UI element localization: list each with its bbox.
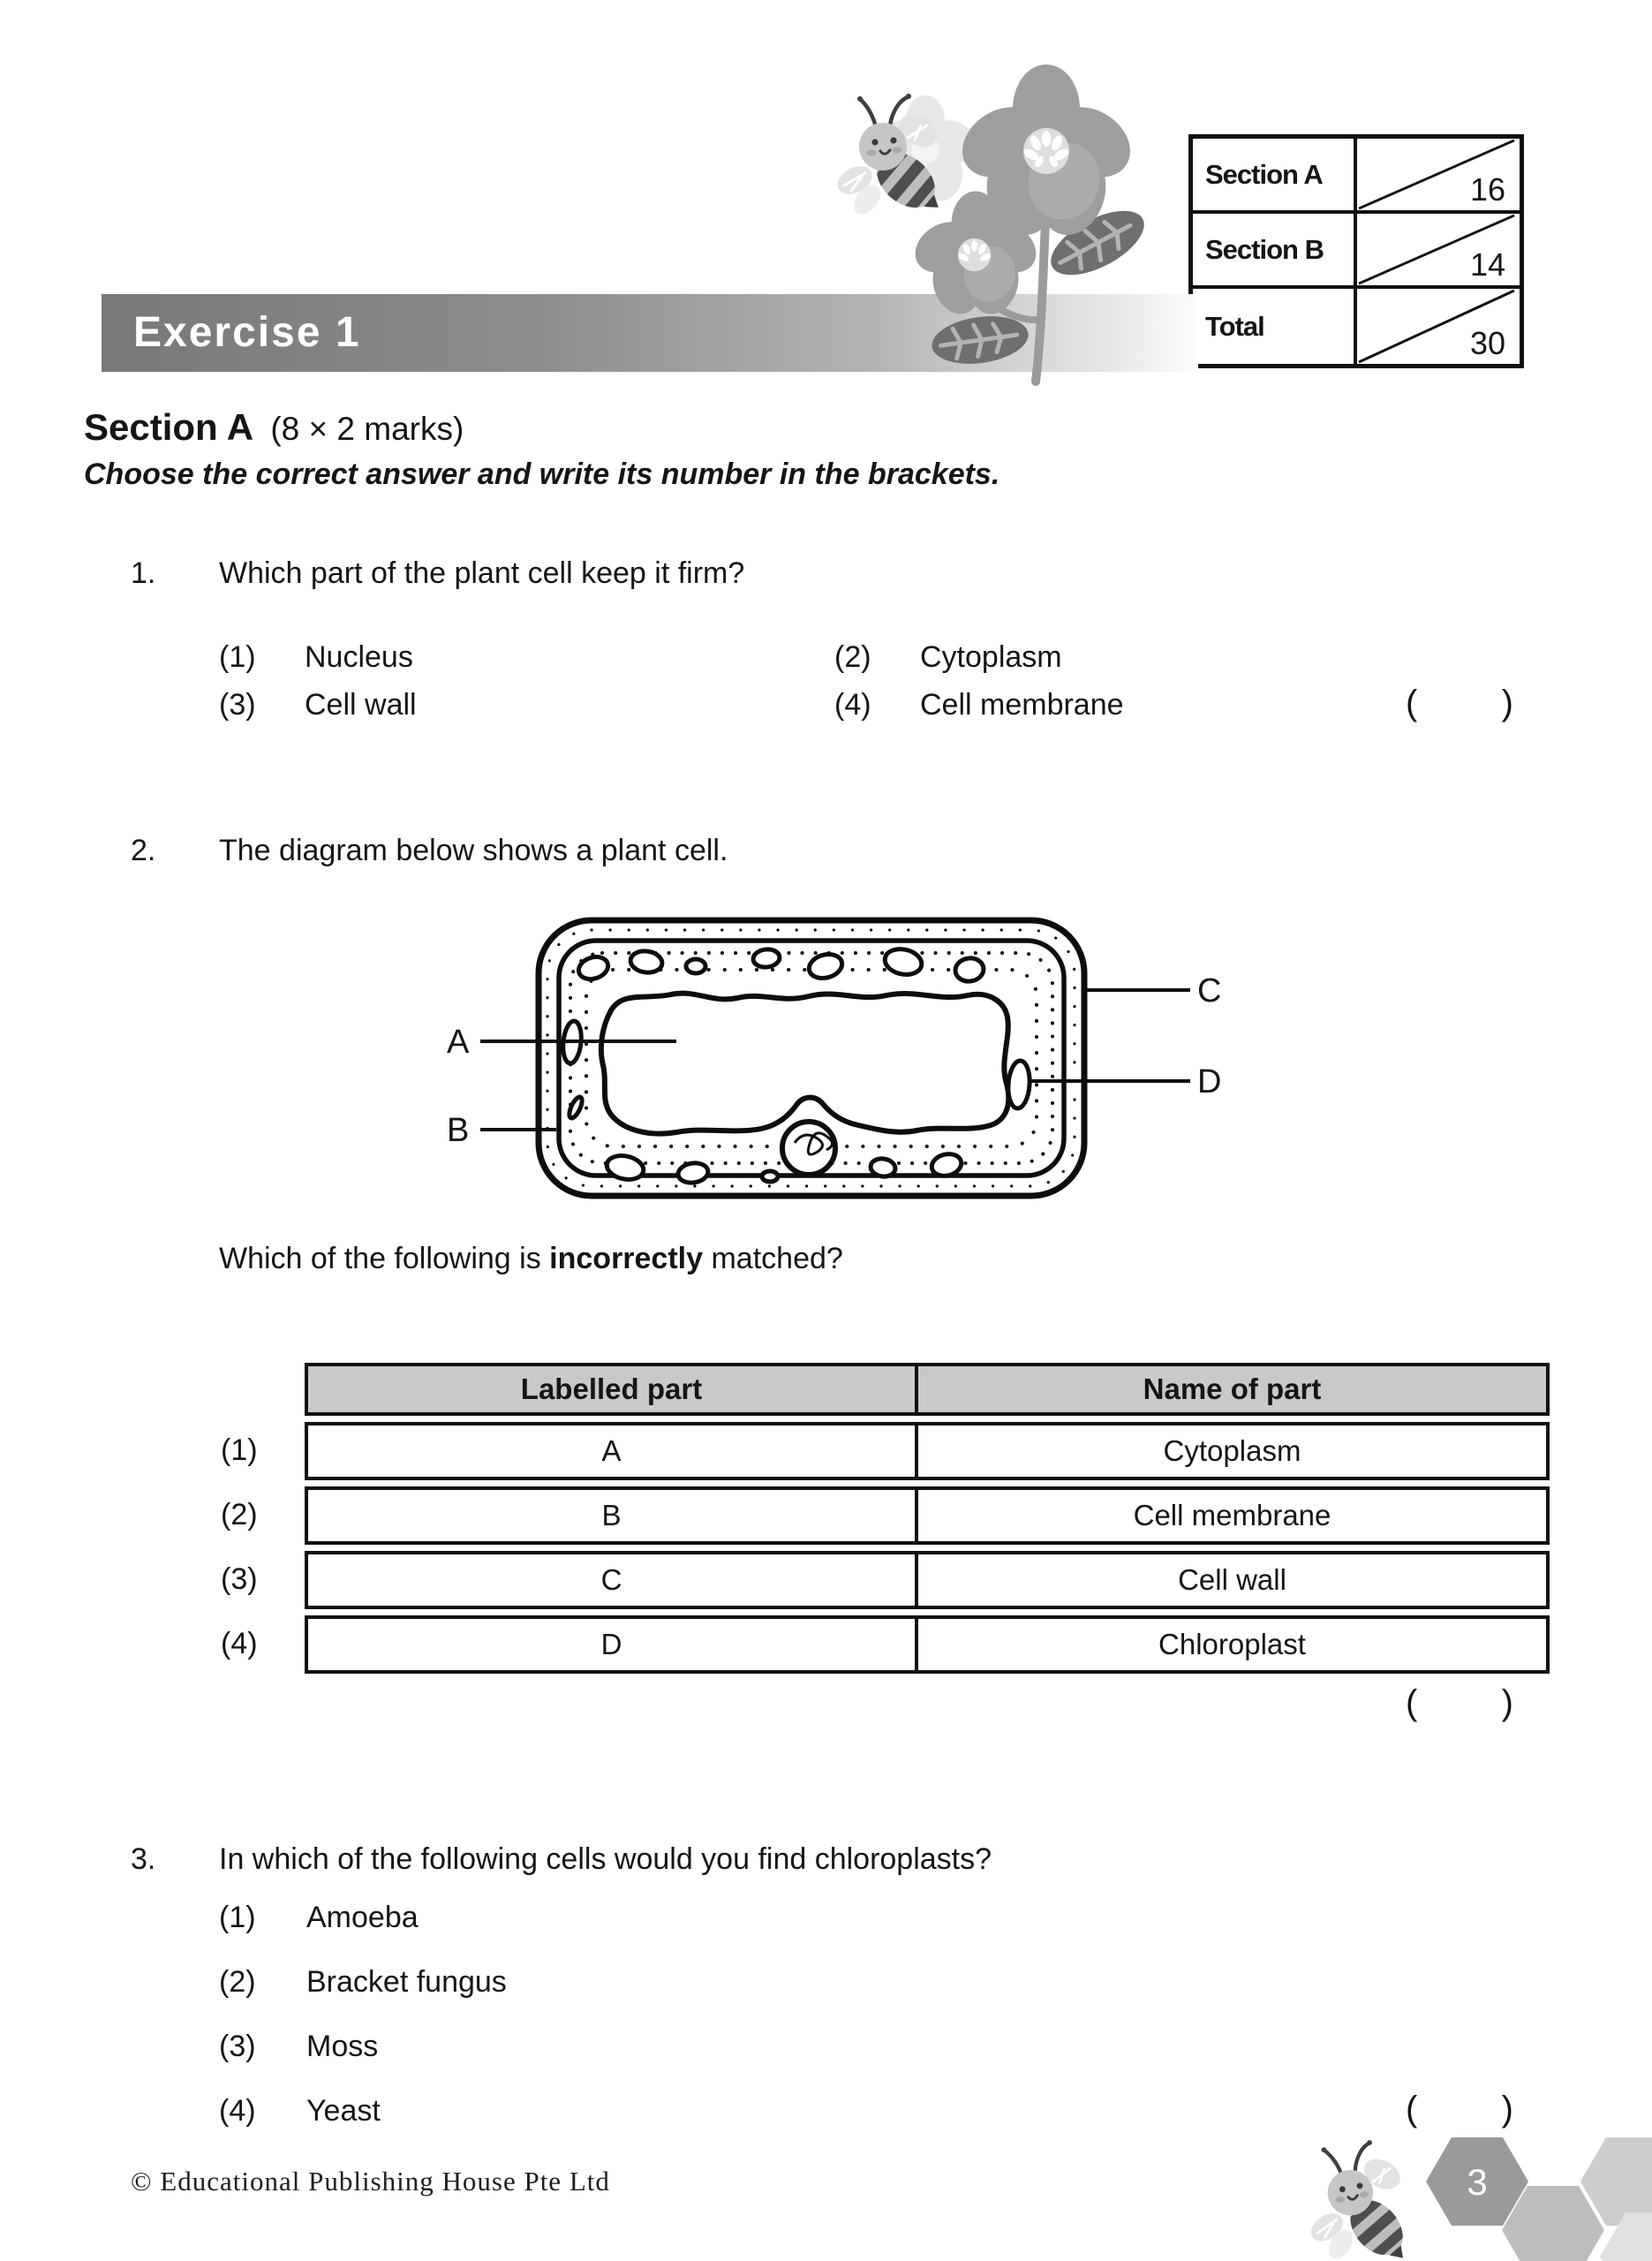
- bracket-close: ): [1501, 2090, 1513, 2129]
- q3-option-2-label: Bracket fungus: [306, 1965, 507, 1999]
- cell-part: B: [308, 1490, 918, 1541]
- q2-row-4-num: (4): [221, 1627, 258, 1660]
- table-row: [305, 1422, 1550, 1480]
- q1-option-2-num: (2): [834, 640, 871, 674]
- copyright-text: © Educational Publishing House Pte Ltd: [131, 2166, 610, 2197]
- q1-option-4-label: Cell membrane: [920, 688, 1124, 722]
- q2-number: 2.: [131, 834, 156, 867]
- score-value: 30: [1469, 325, 1505, 361]
- matching-table: [305, 1363, 1550, 1674]
- bracket-close: ): [1501, 684, 1513, 722]
- score-box: [1188, 134, 1524, 368]
- header-labelled-part: Labelled part: [308, 1366, 918, 1412]
- q3-text: In which of the following cells would you find chloroplasts?: [219, 1842, 992, 1876]
- cell-name: Cell membrane: [1133, 1499, 1331, 1531]
- matching-table-header: [305, 1363, 1550, 1416]
- diagram-label-a: A: [447, 1024, 470, 1061]
- cell-name: Cytoplasm: [1163, 1434, 1301, 1467]
- q2-subquestion-post: matched?: [703, 1242, 843, 1275]
- cell-part: D: [308, 1619, 918, 1670]
- section-heading: [84, 406, 464, 449]
- q1-option-3-num: (3): [219, 688, 256, 722]
- q1-text: Which part of the plant cell keep it firm?: [219, 556, 745, 590]
- q2-row-1-num: (1): [221, 1433, 258, 1467]
- score-row-section-b: [1193, 214, 1520, 289]
- diagram-label-c: C: [1197, 972, 1222, 1010]
- bracket-open: (: [1406, 684, 1418, 722]
- bracket-close: ): [1501, 1683, 1513, 1722]
- bee-icon: [1297, 2136, 1424, 2261]
- exercise-title: Exercise 1: [133, 309, 361, 356]
- q2-answer-brackets[interactable]: [1406, 1683, 1513, 1723]
- score-cell: [1357, 139, 1516, 210]
- flower-icon: [909, 55, 1210, 386]
- score-value: 16: [1469, 171, 1505, 208]
- q2-subquestion-bold: incorrectly: [549, 1242, 704, 1275]
- score-row-total: [1193, 289, 1520, 364]
- q2-row-3-num: (3): [221, 1562, 258, 1596]
- score-label: Section A: [1193, 139, 1357, 210]
- score-value: 14: [1469, 246, 1505, 283]
- bracket-open: (: [1406, 2090, 1418, 2129]
- header-name-of-part: Name of part: [1143, 1372, 1322, 1405]
- q1-option-3-label: Cell wall: [305, 688, 417, 722]
- q2-text: The diagram below shows a plant cell.: [219, 834, 728, 867]
- q3-option-3-label: Moss: [306, 2030, 379, 2063]
- q2-subquestion-pre: Which of the following is: [219, 1242, 550, 1275]
- score-label: Section B: [1193, 214, 1357, 285]
- page-corner-decoration: [1285, 2115, 1652, 2261]
- q2-subquestion: [219, 1242, 843, 1276]
- score-cell: [1357, 289, 1516, 364]
- bracket-open: (: [1406, 1683, 1418, 1722]
- page-number: 3: [1467, 2161, 1488, 2203]
- q1-option-2-label: Cytoplasm: [920, 640, 1062, 674]
- q3-option-3-num: (3): [219, 2030, 256, 2063]
- section-instruction: Choose the correct answer and write its number in the brackets.: [84, 457, 1000, 491]
- q2-row-2-num: (2): [221, 1498, 258, 1531]
- q1-option-1-label: Nucleus: [305, 640, 413, 674]
- q1-option-1-num: (1): [219, 640, 256, 674]
- q1-option-4-num: (4): [834, 688, 871, 722]
- q3-option-4-label: Yeast: [306, 2094, 381, 2128]
- q3-option-2-num: (2): [219, 1965, 256, 1999]
- section-title: Section A: [84, 406, 254, 448]
- section-marks: (8 × 2 marks): [270, 411, 464, 447]
- q3-option-1-label: Amoeba: [306, 1901, 419, 1934]
- q1-answer-brackets[interactable]: [1406, 684, 1513, 723]
- diagram-label-d: D: [1197, 1063, 1222, 1100]
- plant-cell-diagram: [424, 903, 1263, 1210]
- table-row: [305, 1551, 1550, 1609]
- score-cell: [1357, 214, 1516, 285]
- score-row-section-a: [1193, 139, 1520, 214]
- score-label: Total: [1193, 289, 1357, 364]
- q3-number: 3.: [131, 1842, 156, 1876]
- table-row: [305, 1615, 1550, 1674]
- q3-option-1-num: (1): [219, 1901, 256, 1934]
- cell-name: Chloroplast: [1158, 1628, 1306, 1660]
- table-row: [305, 1486, 1550, 1545]
- q3-option-4-num: (4): [219, 2094, 256, 2128]
- bee-icon: [834, 87, 949, 228]
- cell-part: C: [308, 1554, 918, 1606]
- cell-part: A: [308, 1425, 918, 1477]
- q1-number: 1.: [131, 556, 156, 590]
- cell-name: Cell wall: [1178, 1563, 1286, 1596]
- diagram-label-b: B: [447, 1112, 470, 1149]
